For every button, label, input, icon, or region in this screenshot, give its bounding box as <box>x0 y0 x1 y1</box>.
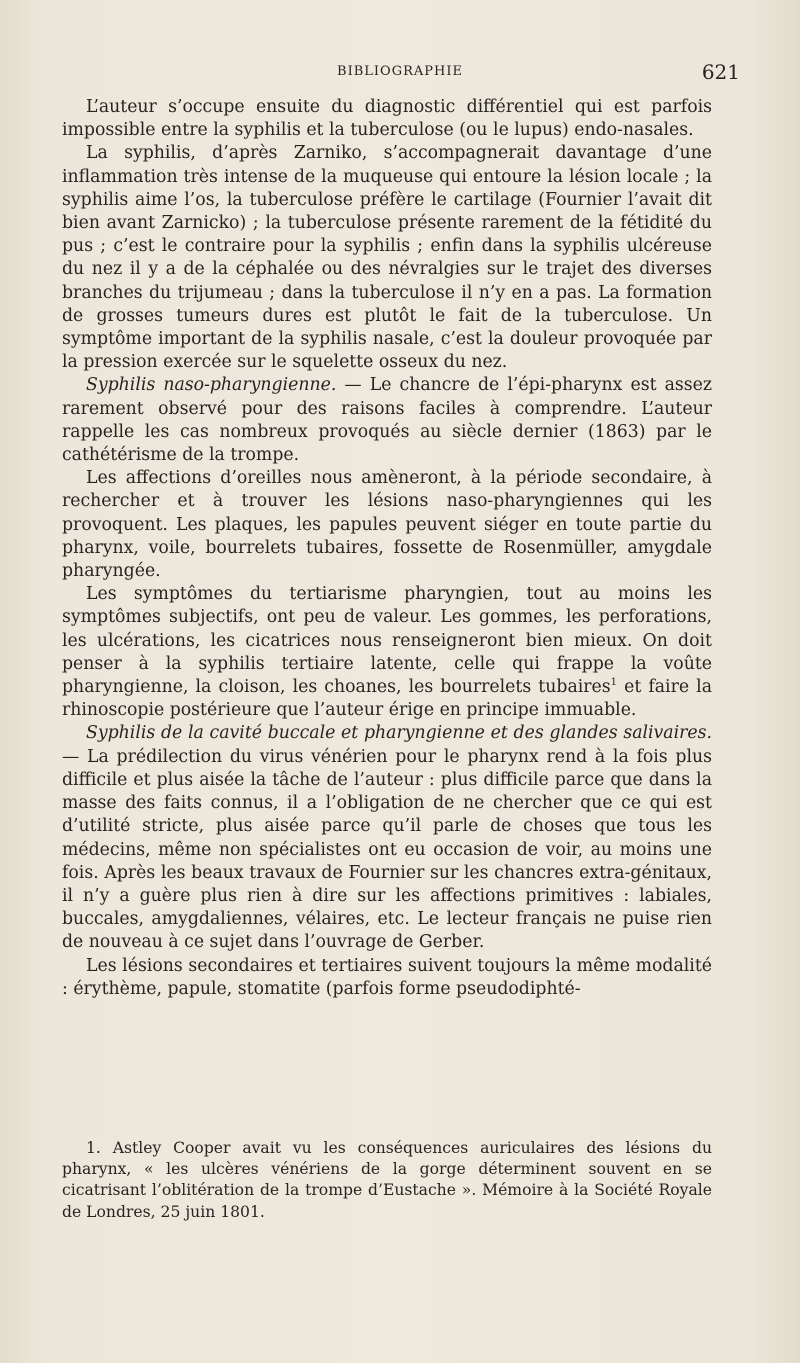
paragraph-text: La syphilis, d’après Zarniko, s’accompagnerait davantage d’une inflammation très intense de la muqueuse qui entoure la lésion locale ; la syphilis aime l’os, la tuberculose préfère le cartilage (Fournier l’avait dit bien avant Zarnicko) ; la tuberculose présente rarement de la fétidité du pus ; c’est le contraire pour la syphilis ; enfin dans la syphilis ulcéreuse du nez il y a de la céphalée ou des névralgies sur le trajet des diverses branches du trijumeau ; dans la tuberculose il n’y en a pas. La formation de grosses tumeurs dures est plutôt le fait de la tuberculose. Un symptôme important de la syphilis nasale, c’est la douleur provoquée par la pression exercée sur le squelette osseux du nez. <box>62 143 712 373</box>
paragraph-text: — Le chancre de l’épi-pharynx est assez rarement observé pour des raisons faciles à comprendre. L’auteur rappelle les cas nombreux provoqués au siècle dernier (1863) par le cathétérisme de la trompe. <box>62 375 712 466</box>
paragraph <box>62 955 712 1001</box>
paragraph <box>62 142 712 374</box>
paragraph <box>62 96 712 142</box>
footnote-reference: 1 <box>610 677 618 689</box>
section-heading: Syphilis naso-pharyngienne. <box>86 375 337 396</box>
paragraph <box>62 467 712 583</box>
paragraph-text: Les affections d’oreilles nous amèneront, à la période secondaire, à rechercher et à trouver les lésions naso-pharyngiennes qui les provoquent. Les plaques, les papules peuvent siéger en toute partie du pharynx, voile, bourrelets tubaires, fossette de Rosenmüller, amygdale pharyngée. <box>62 468 712 582</box>
paragraph <box>62 374 712 467</box>
paragraph-text-continued: et faire la rhinoscopie postérieure que l’auteur érige en principe immuable. <box>62 677 712 721</box>
section-heading: Syphilis de la cavité buccale et pharyngienne et des glandes salivaires. <box>86 723 712 744</box>
paragraph-text: L’auteur s’occupe ensuite du diagnostic différentiel qui est parfois impossible entre la syphilis et la tuberculose (ou le lupus) endo-nasales. <box>62 97 712 141</box>
page-header <box>60 60 740 90</box>
paragraph <box>62 722 712 954</box>
paragraph <box>62 583 712 722</box>
footnote: 1. Astley Cooper avait vu les conséquences auriculaires des lésions du pharynx, « les ulcères vénériens de la gorge déterminent souvent en se cicatrisant l’oblitération de la trompe d’Eustache ». Mémoire à la Société Royale de Londres, 25 juin 1801. <box>62 1139 712 1221</box>
paragraph-text: Les symptômes du tertiarisme pharyngien, tout au moins les symptômes subjectifs, ont peu de valeur. Les gommes, les perforations, les ulcérations, les cicatrices nous renseigneront bien mieux. On doit penser à la syphilis tertiaire latente, celle qui frappe la voûte pharyngienne, la cloison, les choanes, les bourrelets tubaires <box>62 584 712 698</box>
paragraph-text: Les lésions secondaires et tertiaires suivent toujours la même modalité : érythème, papule, stomatite (parfois forme pseudodiphté- <box>62 955 712 999</box>
page-number: 621 <box>701 60 740 84</box>
paragraph-text: — La prédilection du virus vénérien pour le pharynx rend à la fois plus difficile et plus aisée la tâche de l’auteur : plus difficile parce que dans la masse des faits connus, il a l’obligation de ne chercher que ce qui est d’utilité stricte, plus aisée parce qu’il parle de choses que tous les médecins, même non spécialistes ont eu occasion de voir, au moins une fois. Après les beaux travaux de Fournier sur les chancres extra-génitaux, il n’y a guère plus rien à dire sur les affections primitives : labiales, buccales, amygdaliennes, vélaires, etc. Le lecteur français ne puise rien de nouveau à ce sujet dans l’ouvrage de Gerber. <box>62 746 712 953</box>
running-title: BIBLIOGRAPHIE <box>337 64 463 79</box>
body-text <box>62 96 712 1001</box>
